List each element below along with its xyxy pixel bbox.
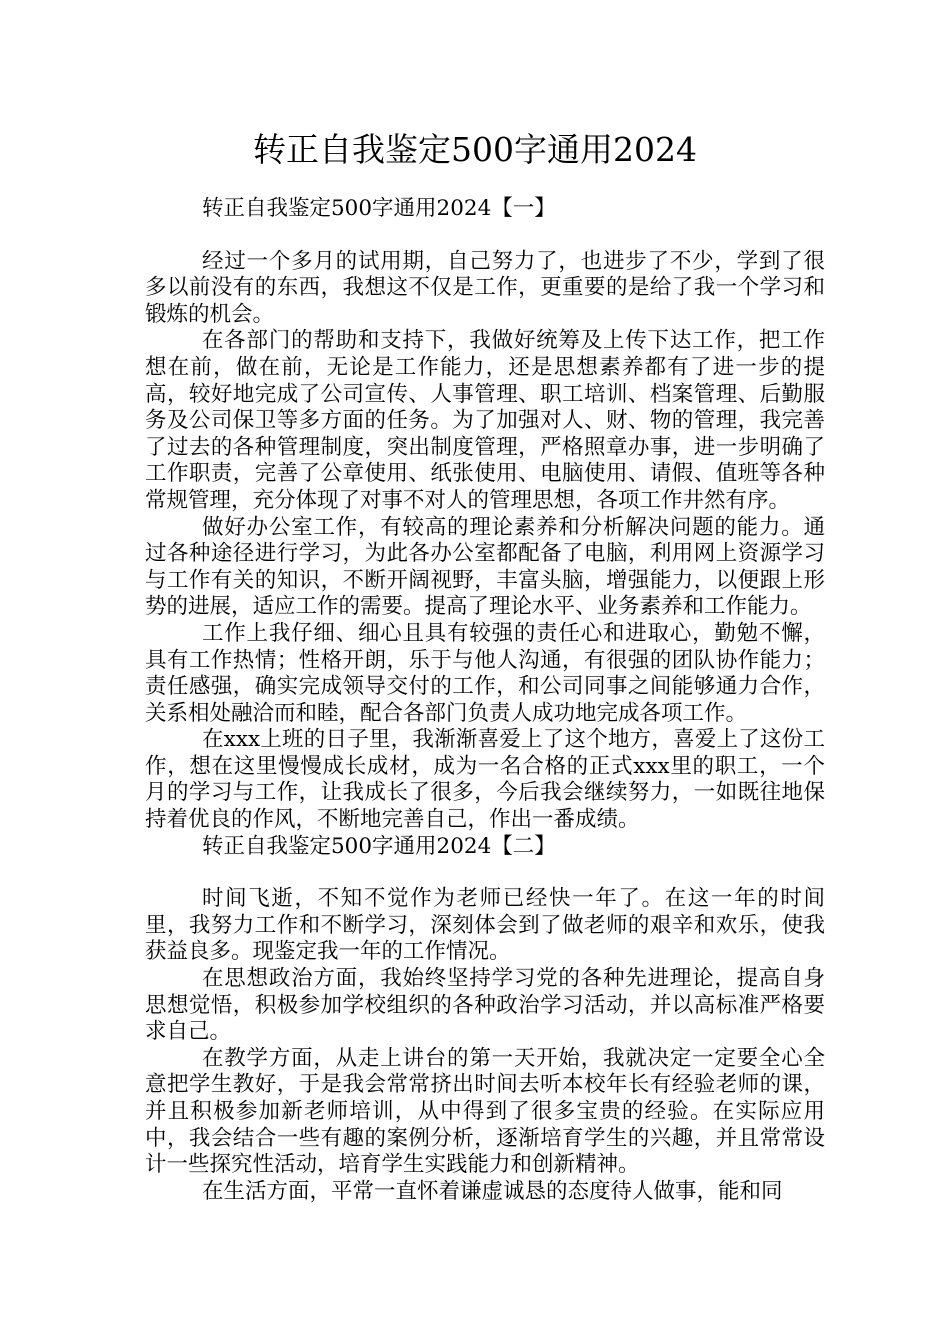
paragraph: 工作上我仔细、细心且具有较强的责任心和进取心，勤勉不懈，具有工作热情；性格开朗，乐于与他人沟通，有很强的团队协作能力；责任感强，确实完成领导交付的工作，和公司同事之间能够通力合作，关系相处融洽而和睦，配合各部门负责人成功地完成各项工作。 <box>145 620 825 726</box>
paragraph: 经过一个多月的试用期，自己努力了，也进步了不少，学到了很多以前没有的东西，我想这不仅是工作，更重要的是给了我一个学习和锻炼的机会。 <box>145 248 825 327</box>
paragraph: 在思想政治方面，我始终坚持学习党的各种先进理论，提高自身思想觉悟，积极参加学校组织的各种政治学习活动，并以高标准严格要求自己。 <box>145 966 825 1045</box>
document-body <box>145 196 825 1205</box>
paragraph: 在xxx上班的日子里，我渐渐喜爱上了这个地方，喜爱上了这份工作，想在这里慢慢成长成材，成为一名合格的正式xxx里的职工，一个月的学习与工作，让我成长了很多，今后我会继续努力，一如既往地保持着优良的作风，不断地完善自己，作出一番成绩。 <box>145 727 825 833</box>
section-heading-1: 转正自我鉴定500字通用2024【一】 <box>202 196 556 221</box>
paragraph: 在各部门的帮助和支持下，我做好统筹及上传下达工作，把工作想在前，做在前，无论是工作能力，还是思想素养都有了进一步的提高，较好地完成了公司宣传、人事管理、职工培训、档案管理、后勤服务及公司保卫等多方面的任务。为了加强对人、财、物的管理，我完善了过去的各种管理制度，突出制度管理，严格照章办事，进一步明确了工作职责，完善了公章使用、纸张使用、电脑使用、请假、值班等各种常规管理，充分体现了对事不对人的管理思想，各项工作井然有序。 <box>145 328 825 513</box>
section-heading-2: 转正自我鉴定500字通用2024【二】 <box>202 833 556 859</box>
paragraph: 在教学方面，从走上讲台的第一天开始，我就决定一定要全心全意把学生教好，于是我会常常挤出时间去听本校年长有经验老师的课，并且积极参加新老师培训，从中得到了很多宝贵的经验。在实际应用中，我会结合一些有趣的案例分析，逐渐培育学生的兴趣，并且常常设计一些探究性活动，培育学生实践能力和创新精神。 <box>145 1045 825 1178</box>
paragraph: 做好办公室工作，有较高的理论素养和分析解决问题的能力。通过各种途径进行学习，为此各办公室都配备了电脑，利用网上资源学习与工作有关的知识，不断开阔视野，丰富头脑，增强能力，以便跟上形势的进展，适应工作的需要。提高了理论水平、业务素养和工作能力。 <box>145 514 825 620</box>
paragraph: 在生活方面，平常一直怀着谦虚诚恳的态度待人做事，能和同 <box>202 1178 783 1204</box>
paragraph: 时间飞逝，不知不觉作为老师已经快一年了。在这一年的时间里，我努力工作和不断学习，深刻体会到了做老师的艰辛和欢乐，使我获益良多。现鉴定我一年的工作情况。 <box>145 886 825 965</box>
document-title: 转正自我鉴定500字通用2024 <box>253 130 697 169</box>
